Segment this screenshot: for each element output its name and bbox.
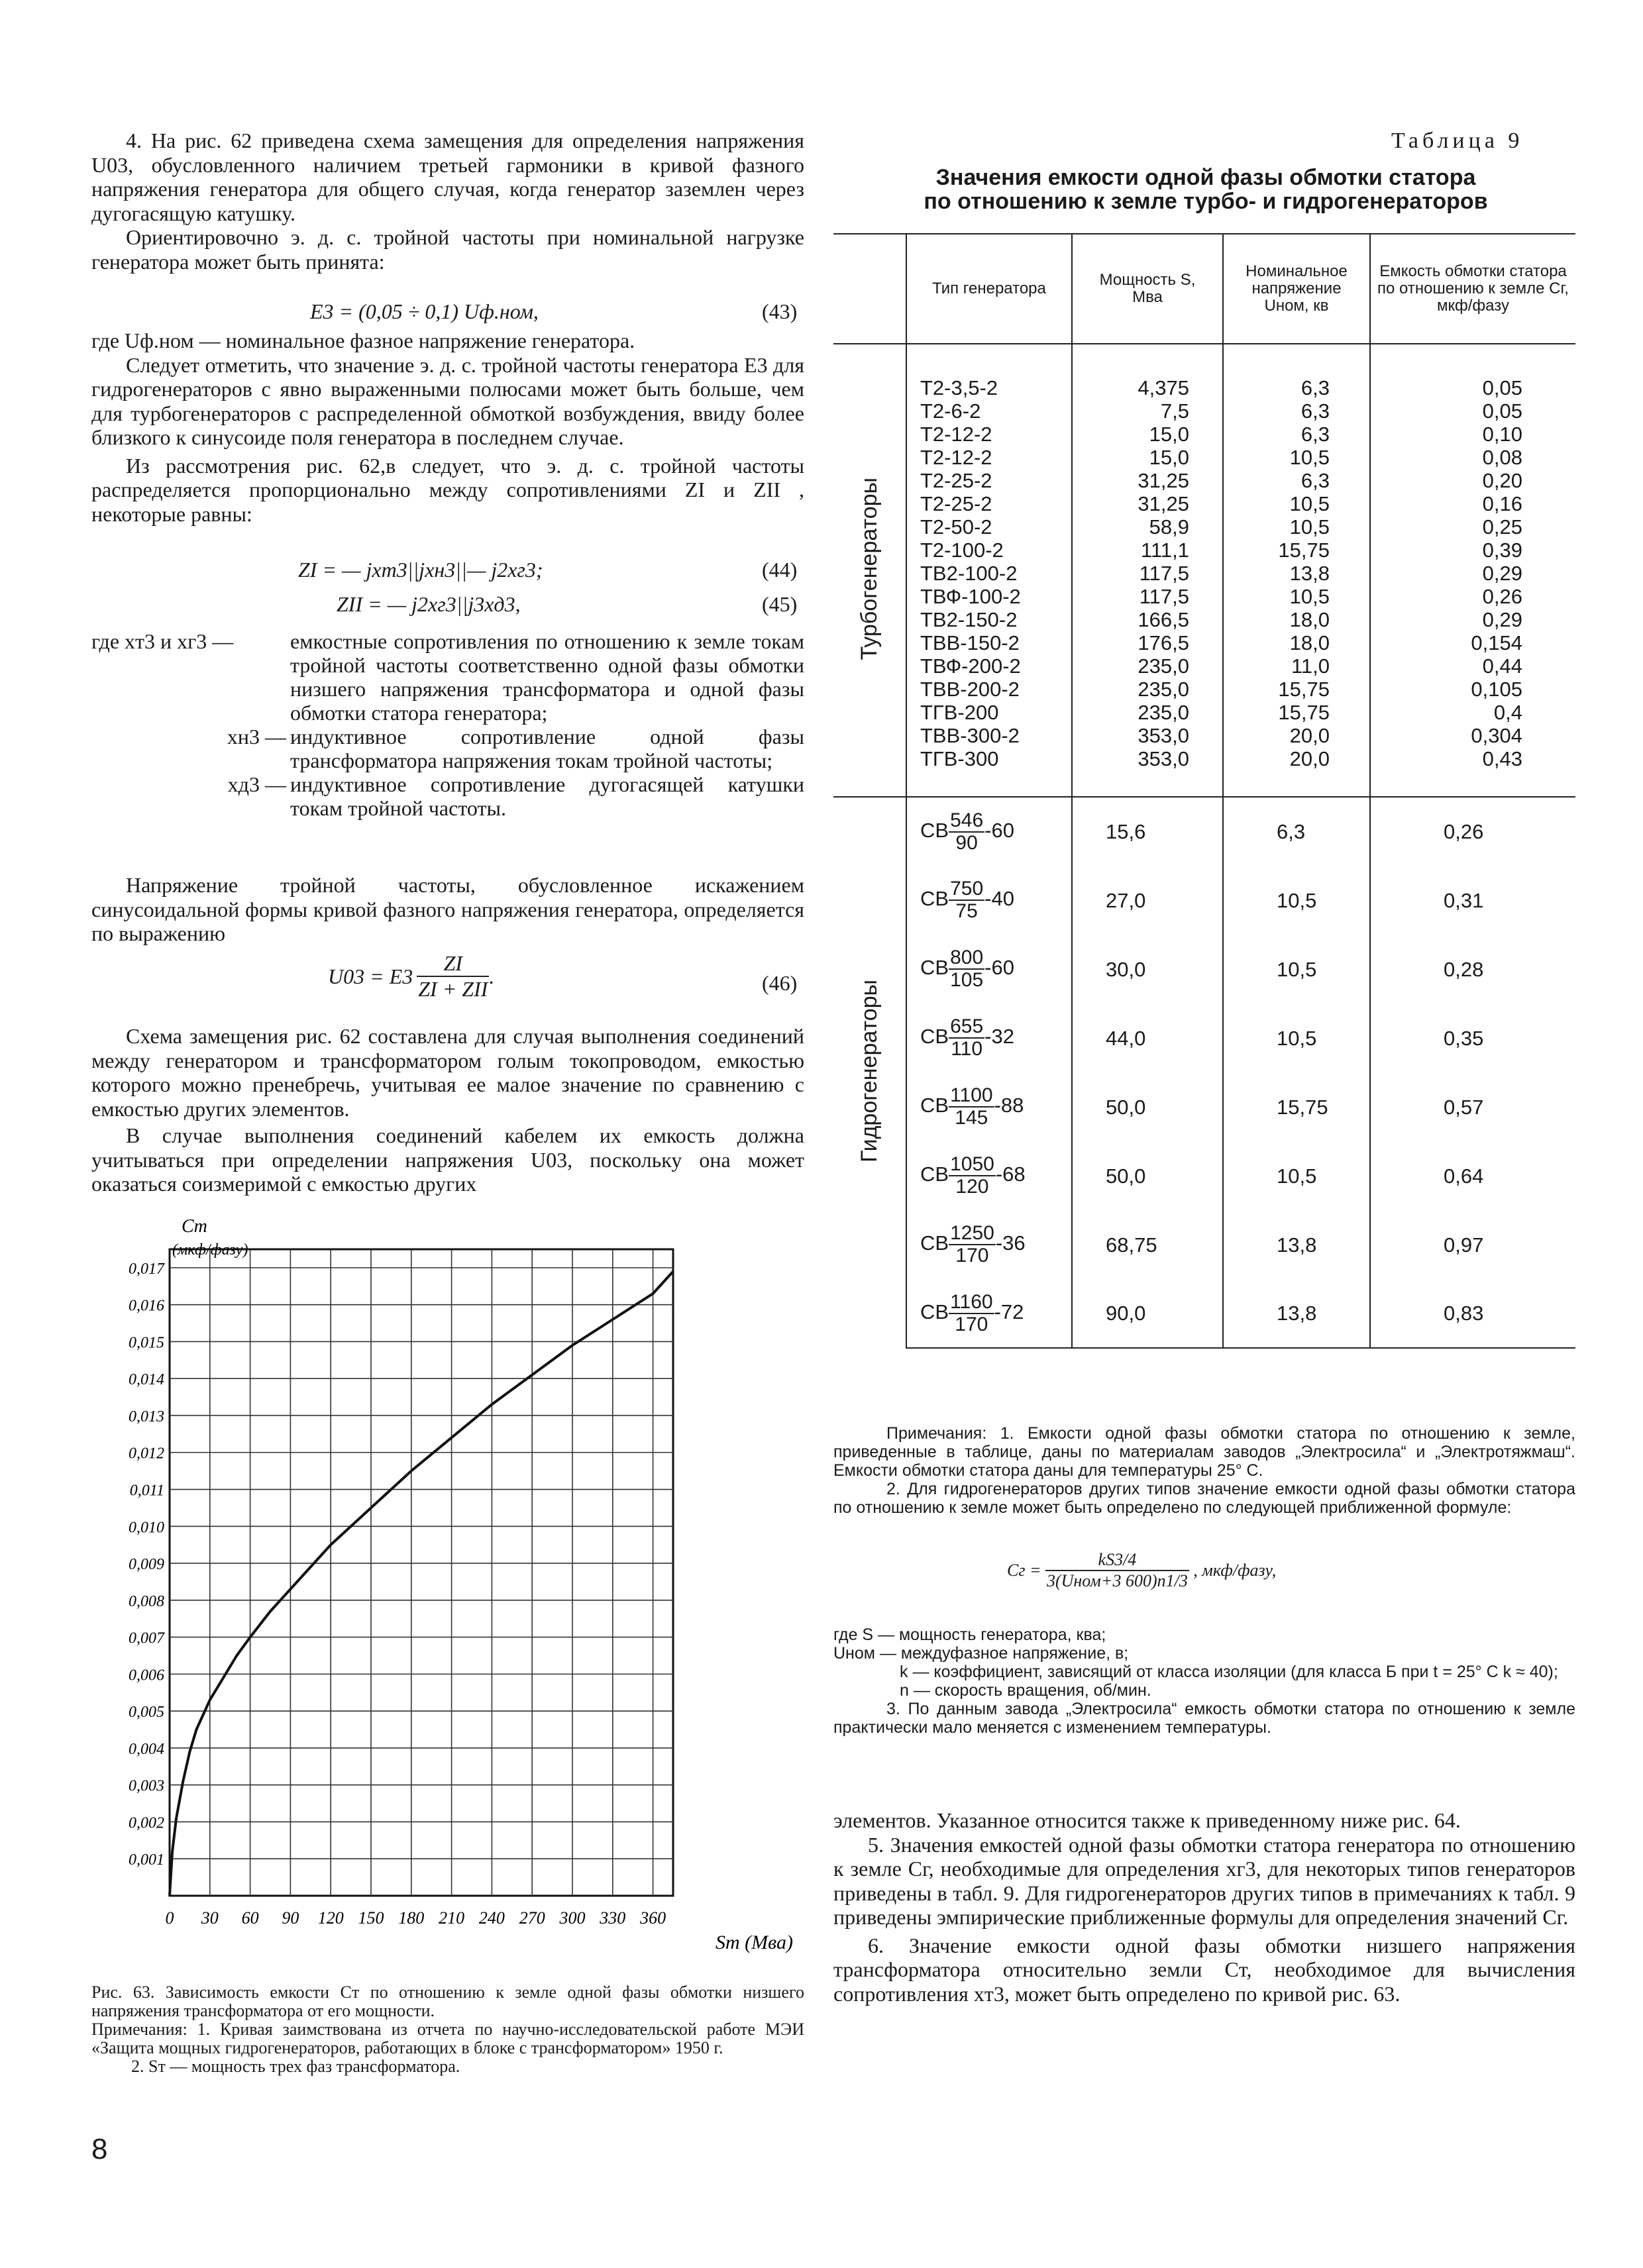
- cell-capacity: 0,304: [1370, 724, 1575, 747]
- cell-capacity: 0,97: [1370, 1210, 1575, 1279]
- cell-capacity: 0,25: [1370, 515, 1575, 539]
- cell-capacity: 0,31: [1370, 866, 1575, 935]
- y-tick-label: 0,009: [129, 1556, 164, 1574]
- cell-voltage: 10,5: [1223, 492, 1370, 515]
- header-power: Мощность S, Мва: [1072, 234, 1223, 344]
- fraction-numerator: 1160: [950, 1290, 993, 1313]
- cell-power: 176,5: [1072, 631, 1223, 654]
- fraction-numerator: 1050: [950, 1153, 994, 1175]
- table-row: [833, 423, 1575, 446]
- cell-power: 111,1: [1072, 539, 1223, 562]
- cell-voltage: 15,75: [1223, 1072, 1370, 1141]
- cell-capacity: 0,26: [1370, 797, 1575, 866]
- type-suffix: -60: [984, 956, 1014, 980]
- definition-term: где xт3 и xг3 —: [91, 629, 234, 653]
- paragraph: Схема замещения рис. 62 составлена для случая выполнения соединений между генератором и трансформатором голым токопроводом, емкостью которого можно пренебречь, учитывая ее малое значение по сравнению с емкостью других элементов.: [91, 1024, 804, 1121]
- definition: где S — мощность генератора, ква;: [833, 1625, 1106, 1644]
- equation-number: (46): [762, 971, 798, 995]
- definition: k — коэффициент, зависящий от класса изоляции (для класса Б при t = 25° С k ≈ 40);: [900, 1663, 1558, 1681]
- capacity-chart: [106, 1212, 795, 1961]
- cell-voltage: 10,5: [1223, 866, 1370, 935]
- cell-voltage: 10,5: [1223, 1004, 1370, 1072]
- equation-45: ZII = — j2xг3||j3xд3,: [337, 592, 521, 616]
- y-tick-label: 0,003: [129, 1777, 164, 1795]
- cell-voltage: 13,8: [1223, 1279, 1370, 1348]
- fraction-numerator: 1250: [950, 1222, 994, 1244]
- fraction-denominator: 105: [950, 969, 984, 991]
- cell-power: 44,0: [1072, 1004, 1223, 1072]
- x-tick-label: 30: [201, 1908, 219, 1928]
- fraction-denominator: 170: [955, 1245, 989, 1266]
- cell-power: 15,6: [1072, 797, 1223, 866]
- cell-voltage: 10,5: [1223, 585, 1370, 608]
- fraction-denominator: 170: [955, 1313, 988, 1335]
- paragraph: Напряжение тройной частоты, обусловленное искажением синусоидальной формы кривой фазного напряжения генератора, определяется по выражению: [91, 873, 804, 945]
- cell-power: 50,0: [1072, 1141, 1223, 1210]
- cell-voltage: 15,75: [1223, 539, 1370, 562]
- cell-type: [906, 1210, 1072, 1279]
- table-row: [833, 701, 1575, 724]
- x-tick-label: 150: [358, 1908, 384, 1928]
- cell-voltage: 20,0: [1223, 724, 1370, 747]
- plot-frame: [170, 1249, 673, 1896]
- table-row: [833, 344, 1575, 399]
- type-suffix: -32: [984, 1025, 1014, 1049]
- capacity-curve: [170, 1272, 673, 1896]
- figure-caption: [91, 1983, 804, 2076]
- cell-capacity: 0,29: [1370, 608, 1575, 631]
- cell-voltage: 15,75: [1223, 678, 1370, 701]
- cell-voltage: 6,3: [1223, 344, 1370, 399]
- cell-type: ТВФ-100-2: [906, 585, 1072, 608]
- cell-type: Т2-12-2: [906, 423, 1072, 446]
- fraction-numerator: 800: [950, 947, 984, 968]
- type-prefix: СВ: [920, 1094, 949, 1117]
- type-fraction: [949, 1223, 996, 1266]
- equation-46: U03 = E3 $\frac{ZI}{\text{ZI + ZII}}$ .: [328, 951, 495, 1001]
- x-tick-label: 0: [165, 1908, 174, 1928]
- cell-capacity: 0,28: [1370, 935, 1575, 1004]
- cell-power: 117,5: [1072, 562, 1223, 585]
- cell-capacity: 0,57: [1370, 1072, 1575, 1141]
- cell-type: [906, 1004, 1072, 1072]
- fraction-denominator: ZI + ZII: [418, 977, 488, 1001]
- type-prefix: СВ: [920, 956, 949, 980]
- fraction-denominator: 145: [955, 1107, 988, 1129]
- paragraph: элементов. Указанное относится также к приведенному ниже рис. 64.: [833, 1808, 1461, 1832]
- data-table: [833, 233, 1575, 1349]
- cell-power: 15,0: [1072, 446, 1223, 469]
- cell-voltage: 13,8: [1223, 562, 1370, 585]
- cell-type: [906, 935, 1072, 1004]
- x-tick-label: 60: [241, 1908, 259, 1928]
- paragraph: Следует отметить, что значение э. д. с. тройной частоты генератора E3 для гидрогенераторов с явно выраженными полюсами может быть больше, чем для турбогенераторов с распределенной обмоткой возбуждения, ввиду более близкого к синусоиде поля генератора в последнем случае.: [91, 352, 804, 449]
- table-row: [833, 1210, 1575, 1279]
- cell-voltage: 10,5: [1223, 446, 1370, 469]
- cell-voltage: 10,5: [1223, 1141, 1370, 1210]
- cell-type: [906, 1141, 1072, 1210]
- fraction-numerator: 655: [950, 1015, 984, 1037]
- type-fraction: [949, 810, 984, 854]
- cell-power: 353,0: [1072, 747, 1223, 770]
- y-tick-label: 0,001: [129, 1851, 164, 1869]
- definition-text: индуктивное сопротивление дугогасящей катушки токам тройной частоты.: [290, 772, 804, 820]
- formula-unit: , мкф/фазу,: [1193, 1561, 1277, 1580]
- cell-power: 68,75: [1072, 1210, 1223, 1279]
- cell-voltage: 20,0: [1223, 747, 1370, 770]
- cell-capacity: 0,4: [1370, 701, 1575, 724]
- table-row: [833, 1279, 1575, 1348]
- cell-capacity: 0,29: [1370, 562, 1575, 585]
- fraction-denominator: 75: [955, 900, 978, 922]
- header-voltage: Номинальное напряжение Uном, кв: [1223, 234, 1370, 344]
- table-row: [833, 562, 1575, 585]
- table-row: [833, 492, 1575, 515]
- table-row: [833, 866, 1575, 935]
- type-fraction: [949, 1016, 984, 1060]
- fraction-numerator: 750: [950, 878, 984, 900]
- table-row: [833, 539, 1575, 562]
- cell-type: [906, 866, 1072, 935]
- table-title-line: по отношению к земле турбо- и гидрогенераторов: [924, 189, 1488, 214]
- type-suffix: -68: [995, 1162, 1026, 1186]
- y-axis-label: Cт: [182, 1216, 207, 1237]
- type-suffix: -88: [994, 1094, 1024, 1117]
- y-tick-label: 0,004: [129, 1740, 164, 1758]
- y-tick-label: 0,014: [129, 1371, 164, 1389]
- cell-power: 90,0: [1072, 1279, 1223, 1348]
- x-tick-label: 90: [282, 1908, 299, 1928]
- equation-44: ZI = — jxт3||jxн3||— j2xг3;: [298, 558, 543, 582]
- cell-voltage: 11,0: [1223, 654, 1370, 678]
- cell-voltage: 10,5: [1223, 515, 1370, 539]
- type-suffix: -36: [995, 1231, 1026, 1255]
- paragraph: Ориентировочно э. д. с. тройной частоты при номинальной нагрузке генератора может быть принята:: [91, 225, 804, 274]
- cell-capacity: 0,20: [1370, 469, 1575, 492]
- fraction-numerator: ZI: [417, 951, 489, 977]
- table-row: [833, 446, 1575, 469]
- y-tick-label: 0,007: [129, 1629, 164, 1647]
- note-1: Примечания: 1. Емкости одной фазы обмотки статора по отношению к земле, приведенные в таблице, даны по материалам заводов „Электросила“ и „Электротяжмаш“. Емкости обмотки статора даны для температуры 25° С.: [833, 1424, 1575, 1480]
- cell-voltage: 18,0: [1223, 631, 1370, 654]
- equation-number: (45): [762, 592, 798, 616]
- type-suffix: -60: [984, 818, 1014, 842]
- y-tick-label: 0,011: [129, 1482, 164, 1500]
- formula-lhs: Cг =: [1007, 1561, 1041, 1580]
- caption-note: Примечания: 1. Кривая заимствована из отчета по научно-исследовательской работе МЭИ «Защита мощных гидрогенераторов, работающих в блоке с трансформатором» 1950 г.: [91, 2020, 804, 2057]
- y-tick-label: 0,006: [129, 1667, 164, 1684]
- table-row: [833, 631, 1575, 654]
- table-notes: [833, 1424, 1575, 1517]
- group-label-turbo: Турбогенераторы: [857, 477, 882, 660]
- cell-voltage: 18,0: [1223, 608, 1370, 631]
- definition-text: индуктивное сопротивление одной фазы трансформатора напряжения токам тройной частоты;: [290, 725, 804, 772]
- cell-capacity: 0,10: [1370, 423, 1575, 446]
- cell-type: [906, 797, 1072, 866]
- table-row: [833, 678, 1575, 701]
- cell-type: ТГВ-300: [906, 747, 1072, 770]
- cell-type: ТВФ-200-2: [906, 654, 1072, 678]
- y-tick-label: 0,015: [129, 1334, 164, 1352]
- note-3: 3. По данным завода „Электросила“ емкость обмотки статора по отношению к земле практически мало меняется с изменением температуры.: [833, 1700, 1575, 1737]
- definition-term: xд3 —: [227, 772, 286, 796]
- definition: Uном — междуфазное напряжение, в;: [833, 1644, 1129, 1663]
- right-text: [833, 1808, 1575, 2006]
- type-fraction: [949, 947, 984, 991]
- x-tick-label: 330: [600, 1908, 626, 1928]
- cell-capacity: 0,39: [1370, 539, 1575, 562]
- y-tick-label: 0,016: [129, 1297, 164, 1315]
- cell-type: Т2-25-2: [906, 469, 1072, 492]
- cell-capacity: 0,26: [1370, 585, 1575, 608]
- paragraph: В случае выполнения соединений кабелем их емкость должна учитываться при определении напряжения U03, поскольку она может оказаться соизмеримой с емкостью других: [91, 1123, 804, 1196]
- cell-voltage: 10,5: [1223, 935, 1370, 1004]
- x-axis-label: Sт (Мва): [716, 1932, 793, 1953]
- cell-type: Т2-12-2: [906, 446, 1072, 469]
- formula-numerator: kS3/4: [1045, 1550, 1190, 1571]
- caption-note: 2. Sт — мощность трех фаз трансформатора.: [131, 2057, 460, 2076]
- y-tick-label: 0,010: [129, 1519, 164, 1537]
- table-row: [833, 1004, 1575, 1072]
- cell-type: ТВ2-100-2: [906, 562, 1072, 585]
- cell-power: 7,5: [1072, 399, 1223, 423]
- x-tick-label: 120: [317, 1908, 344, 1928]
- cell-power: 4,375: [1072, 344, 1223, 399]
- table-row: [833, 515, 1575, 539]
- cell-power: 27,0: [1072, 866, 1223, 935]
- x-tick-label: 240: [478, 1908, 505, 1928]
- equation-number: (44): [762, 558, 798, 582]
- y-tick-label: 0,005: [129, 1704, 164, 1722]
- table-row: [833, 654, 1575, 678]
- x-tick-label: 300: [559, 1908, 586, 1928]
- paragraph: Из рассмотрения рис. 62,в следует, что э. д. с. тройной частоты распределяется пропорционально между сопротивлениями ZI и ZII , некоторые равны:: [91, 453, 804, 526]
- type-prefix: СВ: [920, 818, 949, 842]
- table-row: [833, 399, 1575, 423]
- table-row: [833, 797, 1575, 866]
- type-fraction: [949, 878, 984, 922]
- table-row: [833, 1141, 1575, 1210]
- y-tick-label: 0,002: [129, 1814, 164, 1832]
- cell-capacity: 0,44: [1370, 654, 1575, 678]
- formula-denominator: 3(Uном+3 600)n1/3: [1046, 1571, 1188, 1590]
- group-label-hydro: Гидрогенераторы: [857, 980, 882, 1162]
- cell-capacity: 0,05: [1370, 399, 1575, 423]
- cell-power: 353,0: [1072, 724, 1223, 747]
- cell-type: ТВВ-200-2: [906, 678, 1072, 701]
- type-suffix: -40: [984, 887, 1014, 911]
- formula-definitions: [833, 1625, 1575, 1737]
- equation-number: (43): [762, 299, 798, 323]
- cell-type: ТВВ-300-2: [906, 724, 1072, 747]
- type-prefix: СВ: [920, 1231, 949, 1255]
- type-fraction: [949, 1292, 994, 1335]
- cell-type: ТВВ-150-2: [906, 631, 1072, 654]
- cell-power: 58,9: [1072, 515, 1223, 539]
- x-tick-label: 210: [439, 1908, 465, 1928]
- table-row: [833, 1072, 1575, 1141]
- cell-type: Т2-100-2: [906, 539, 1072, 562]
- cell-capacity: 0,105: [1370, 678, 1575, 701]
- equation-46-lhs: U03 = E3: [328, 964, 413, 988]
- fraction-denominator: 110: [951, 1038, 983, 1060]
- cell-voltage: 15,75: [1223, 701, 1370, 724]
- left-text-top: [91, 129, 804, 274]
- definition: n — скорость вращения, об/мин.: [900, 1681, 1151, 1700]
- header-capacity: Емкость обмотки статора по отношению к земле Cг, мкф/фазу: [1370, 234, 1575, 344]
- cell-voltage: 13,8: [1223, 1210, 1370, 1279]
- cell-type: Т2-6-2: [906, 399, 1072, 423]
- table-row: [833, 585, 1575, 608]
- cell-capacity: 0,154: [1370, 631, 1575, 654]
- type-prefix: СВ: [920, 887, 949, 911]
- cell-capacity: 0,35: [1370, 1004, 1575, 1072]
- x-tick-label: 270: [519, 1908, 545, 1928]
- cell-power: 235,0: [1072, 701, 1223, 724]
- left-text-bottom: [91, 1024, 804, 1196]
- table-row: [833, 724, 1575, 747]
- y-tick-label: 0,013: [129, 1408, 164, 1425]
- cell-power: 15,0: [1072, 423, 1223, 446]
- cell-type: ТГВ-200: [906, 701, 1072, 724]
- cell-power: 235,0: [1072, 678, 1223, 701]
- y-tick-label: 0,008: [129, 1592, 164, 1610]
- cell-type: [906, 1279, 1072, 1348]
- cell-capacity: 0,83: [1370, 1279, 1575, 1348]
- cell-power: 117,5: [1072, 585, 1223, 608]
- cell-power: 235,0: [1072, 654, 1223, 678]
- y-tick-label: 0,017: [129, 1260, 164, 1278]
- table-title-line: Значения емкости одной фазы обмотки статора: [935, 165, 1476, 190]
- cell-power: 50,0: [1072, 1072, 1223, 1141]
- cell-type: ТВ2-150-2: [906, 608, 1072, 631]
- fraction-numerator: 546: [950, 809, 984, 831]
- left-text-para6: [91, 873, 804, 946]
- cell-voltage: 6,3: [1223, 797, 1370, 866]
- table-row: [833, 935, 1575, 1004]
- note-2: 2. Для гидрогенераторов других типов значение емкости одной фазы обмотки статора по отношению к земле может быть определено по следующей приближенной формуле:: [833, 1480, 1575, 1517]
- cell-capacity: 0,05: [1370, 344, 1575, 399]
- definitions: [91, 629, 804, 820]
- x-tick-label: 180: [398, 1908, 425, 1928]
- cell-capacity: 0,43: [1370, 747, 1575, 770]
- paragraph: 5. Значения емкостей одной фазы обмотки статора генератора по отношению к земле Cг, необходимые для определения xг3, для некоторых типов генераторов приведены в табл. 9. Для гидрогенераторов других типов в примечаниях к табл. 9 приведены эмпирические приближенные формулы для определения значений Cг.: [833, 1832, 1575, 1929]
- cell-type: Т2-3,5-2: [906, 344, 1072, 399]
- table-row: [833, 608, 1575, 631]
- cell-type: Т2-50-2: [906, 515, 1072, 539]
- fraction-denominator: 90: [955, 831, 978, 854]
- type-fraction: [949, 1085, 994, 1129]
- cell-voltage: 6,3: [1223, 423, 1370, 446]
- x-tick-label: 360: [640, 1908, 666, 1928]
- type-prefix: СВ: [920, 1300, 949, 1323]
- type-suffix: -72: [994, 1300, 1024, 1323]
- cell-voltage: 6,3: [1223, 399, 1370, 423]
- equation-43: E3 = (0,05 ÷ 0,1) Uф.ном,: [310, 299, 539, 323]
- caption-title: Рис. 63. Зависимость емкости Cт по отношению к земле одной фазы обмотки низшего напряжения трансформатора от его мощности.: [91, 1983, 804, 2020]
- left-text-mid: [91, 329, 804, 526]
- cell-capacity: 0,16: [1370, 492, 1575, 515]
- cell-power: 166,5: [1072, 608, 1223, 631]
- y-axis-unit: (мкф/фазу): [172, 1241, 248, 1259]
- formula: [1007, 1550, 1276, 1591]
- cell-power: 31,25: [1072, 469, 1223, 492]
- type-fraction: [949, 1154, 996, 1198]
- header-type: Тип генератора: [906, 234, 1072, 344]
- table-label: Таблица 9: [1391, 129, 1524, 153]
- type-prefix: СВ: [920, 1025, 949, 1049]
- type-prefix: СВ: [920, 1162, 949, 1186]
- table-row: [833, 747, 1575, 770]
- fraction-numerator: 1100: [950, 1084, 993, 1106]
- cell-type: Т2-25-2: [906, 492, 1072, 515]
- definition-term: xн3 —: [227, 725, 286, 748]
- table-title: [835, 166, 1577, 213]
- definition-text: емкостные сопротивления по отношению к земле токам тройной частоты соответственно одной фазы обмотки низшего напряжения трансформатора и одной фазы обмотки статора генератора;: [290, 629, 804, 725]
- cell-capacity: 0,08: [1370, 446, 1575, 469]
- cell-power: 31,25: [1072, 492, 1223, 515]
- table-row: [833, 469, 1575, 492]
- paragraph: 4. На рис. 62 приведена схема замещения для определения напряжения U03, обусловленного наличием третьей гармоники в кривой фазного напряжения генератора для общего случая, когда генератор заземлен через дугогасящую катушку.: [91, 129, 804, 225]
- fraction-denominator: 120: [955, 1176, 989, 1198]
- cell-voltage: 6,3: [1223, 469, 1370, 492]
- paragraph: где Uф.ном — номинальное фазное напряжение генератора.: [91, 329, 635, 352]
- paragraph: 6. Значение емкости одной фазы обмотки низшего напряжения трансформатора относительно земли Cт, необходимое для вычисления сопротивления xт3, может быть определено по кривой рис. 63.: [833, 1933, 1575, 2006]
- cell-capacity: 0,64: [1370, 1141, 1575, 1210]
- y-tick-label: 0,012: [129, 1445, 164, 1463]
- page-number: 8: [91, 2133, 108, 2165]
- cell-type: [906, 1072, 1072, 1141]
- cell-power: 30,0: [1072, 935, 1223, 1004]
